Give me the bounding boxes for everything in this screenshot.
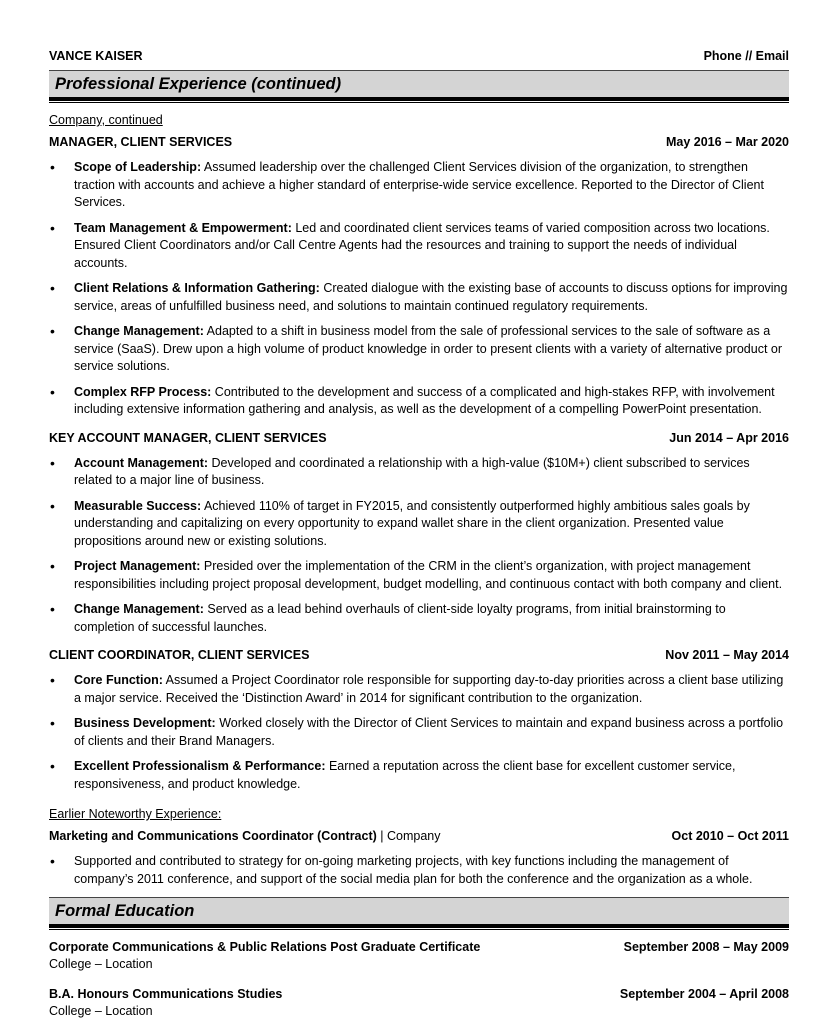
job-bullets <box>49 159 789 419</box>
bullet-text: Supported and contributed to strategy for on-going marketing projects, with key functions including the management of company’s 2011 conference, and support of the social media plan for both the conference and the organization as a whole. <box>74 854 753 886</box>
bullet-text: Earned a reputation across the client base for excellent customer service, responsiveness, and product knowledge. <box>74 759 736 791</box>
bullet-lead: Complex RFP Process: <box>74 384 212 399</box>
earlier-job <box>49 827 441 845</box>
bullet-item <box>49 715 789 750</box>
bullet-lead: Core Function: <box>74 673 163 687</box>
experience-section-title: Professional Experience (continued) <box>55 75 342 93</box>
job-bullets <box>49 455 789 637</box>
bullet-item <box>49 558 789 593</box>
bullet-text: Created dialogue with the existing base of accounts to discuss options for improving service, areas of unfulfilled business need, and solutions to maintain continued regulatory requirements. <box>74 281 788 313</box>
degree-title: B.A. Honours Communications Studies <box>49 987 283 1001</box>
bullet-text: Served as a lead behind overhauls of client-side loyalty programs, from initial brainstorming to completion of successful launches. <box>74 602 726 634</box>
job-title-row <box>49 827 789 845</box>
job-title: Marketing and Communications Coordinator (Contract) <box>49 829 377 843</box>
bullet-text: Assumed a Project Coordinator role responsible for supporting day-to-day priorities across a client base utilizing a major service. Received the ‘Distinction Award’ in 2014 for significant contribution to the organization. <box>74 673 784 705</box>
school-location: College – Location <box>49 1004 153 1018</box>
bullet-item <box>49 853 789 888</box>
degree-dates: September 2008 – May 2009 <box>623 940 789 954</box>
bullet-item <box>49 384 789 419</box>
bullet-item <box>49 601 789 636</box>
bullet-lead: Client Relations & Information Gathering: <box>74 281 320 295</box>
bullet-text: Assumed leadership over the challenged Client Services division of the organization, to strengthen traction with accounts and achieve a higher standard of enterprise-wide service excellence. Reported to the Director of Client Services. <box>74 160 764 209</box>
resume-page <box>49 48 789 1020</box>
bullet-item <box>49 220 789 273</box>
job-dates: Jun 2014 – Apr 2016 <box>669 430 789 445</box>
bullet-text: Adapted to a shift in business model from the sale of professional services to the sale of software as a service (SaaS). Drew upon a high volume of product knowledge in order to present clients with a variety of alternative product or service solutions. <box>74 324 783 373</box>
education-section-title: Formal Education <box>55 902 195 920</box>
education-row <box>49 986 789 1003</box>
section-rule-thin <box>49 102 789 103</box>
bullet-lead: Account Management: <box>74 455 209 470</box>
job-title: KEY ACCOUNT MANAGER, CLIENT SERVICES <box>49 430 327 445</box>
job-dates: Oct 2010 – Oct 2011 <box>671 829 789 843</box>
job-company: | Company <box>376 829 441 843</box>
bullet-text: Contributed to the development and success of a complicated and high-stakes RFP, with involvement including extensive information gathering and analysis, as well as the development of a compelling PowerPoint presentation. <box>74 384 775 416</box>
degree-dates: September 2004 – April 2008 <box>619 987 789 1001</box>
section-rule-thin <box>49 929 789 930</box>
job-dates: Nov 2011 – May 2014 <box>665 648 789 662</box>
bullet-lead: Team Management & Empowerment: <box>74 220 292 235</box>
bullet-item <box>49 455 789 490</box>
degree-title: Corporate Communications & Public Relations Post Graduate Certificate <box>49 940 481 954</box>
job-bullets <box>49 672 789 793</box>
bullet-lead: Excellent Professionalism & Performance: <box>74 759 326 773</box>
bullet-lead: Change Management: <box>74 602 204 616</box>
job-dates: May 2016 – Mar 2020 <box>665 135 789 149</box>
company-label: Company, continued <box>49 113 163 127</box>
job-title: MANAGER, CLIENT SERVICES <box>49 135 233 149</box>
bullet-lead: Project Management: <box>74 559 201 573</box>
job-bullets <box>49 853 789 888</box>
education-section-header <box>49 897 789 924</box>
bullet-lead: Measurable Success: <box>74 498 202 513</box>
job-title-row <box>49 429 789 447</box>
earlier-experience-label: Earlier Noteworthy Experience: <box>49 807 222 821</box>
bullet-item <box>49 672 789 707</box>
bullet-item <box>49 323 789 376</box>
bullet-text: Worked closely with the Director of Client Services to maintain and expand business across a portfolio of clients and their Brand Managers. <box>74 716 784 748</box>
bullet-text: Led and coordinated client services teams of varied composition across two locations. Ensured Client Coordinators and/or Call Centre Agents had the resources and training to support the needs of individual accounts. <box>74 220 770 270</box>
bullet-item <box>49 159 789 212</box>
bullet-lead: Scope of Leadership: <box>74 160 202 174</box>
resume-header <box>49 48 789 64</box>
bullet-text: Developed and coordinated a relationship with a high-value ($10M+) client subscribed to services related to a major line of business. <box>74 455 750 487</box>
bullet-lead: Change Management: <box>74 324 204 338</box>
bullet-text: Presided over the implementation of the CRM in the client’s organization, with project management responsibilities including project proposal development, budget modelling, and continuous contact with both company and client. <box>74 559 783 591</box>
school-location: College – Location <box>49 957 153 971</box>
education-row <box>49 939 789 956</box>
bullet-item <box>49 280 789 315</box>
contact-info: Phone // Email <box>703 49 789 63</box>
job-title-row <box>49 646 789 664</box>
candidate-name: VANCE KAISER <box>49 49 143 63</box>
bullet-lead: Business Development: <box>74 716 216 730</box>
bullet-item <box>49 498 789 551</box>
bullet-item <box>49 758 789 793</box>
job-title: CLIENT COORDINATOR, CLIENT SERVICES <box>49 648 310 662</box>
job-title-row <box>49 133 789 151</box>
bullet-text: Achieved 110% of target in FY2015, and consistently outperformed highly ambitious sales goals by understanding and capitalizing on every opportunity to expand wallet share in the client organization. Presented value propositions around new or existing solutions. <box>74 498 750 548</box>
experience-section-header <box>49 70 789 97</box>
